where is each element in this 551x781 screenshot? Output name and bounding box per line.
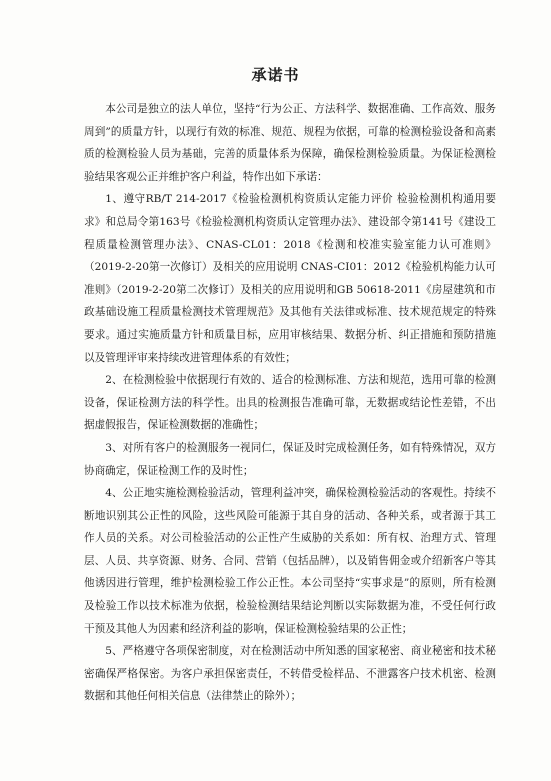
commitment-item-1: 1、遵守RB/T 214-2017《检验检测机构资质认定能力评价 检验检测机构通用要求》和总局令第163号《检验检测机构资质认定管理办法》、建设部令第141号《建设工程质量检测管理办法》、CNAS-CL01：2018《检测和校准实验室能力认可准则》（2019-2-20第一次修订）及相关的应用说明 CNAS-CI01：2012《检验机构能力认可准则》（2019-2-20第二次修订）及相关的应用说明和GB 50618-2011《房屋建筑和市政基础设施工程质量检测技术管理规范》及其他有关法律或标准、技术规范规定的特殊要求。通过实施质量方针和质量目标，应用审核结果、数据分析、纠正措施和预防措施以及管理评审来持续改进管理体系的有效性； xyxy=(84,193,496,364)
commitment-item-3: 3、对所有客户的检测服务一视同仁，保证及时完成检测任务，如有特殊情况，双方协商确定，保证检测工作的及时性； xyxy=(84,441,496,477)
commitment-item-5: 5、严格遵守各项保密制度，对在检测活动中所知悉的国家秘密、商业秘密和技术秘密确保严格保密。为客户承担保密责任，不转借受检样品、不泄露客户技术机密、检测数据和其他任何相关信息（法律禁止的除外）； xyxy=(84,645,496,703)
intro-paragraph: 本公司是独立的法人单位，坚持“行为公正、方法科学、数据准确、工作高效、服务周到”的质量方针，以现行有效的标准、规范、规程为依据，可靠的检测检验设备和高素质的检测检验人员为基础，完善的质量体系为保障，确保检测检验质量。为保证检测检验结果客观公正并维护客户利益，特作出如下承诺： xyxy=(84,103,496,183)
commitment-item-4: 4、公正地实施检测检验活动，管理利益冲突，确保检测检验活动的客观性。持续不断地识别其公正性的风险，这些风险可能源于其自身的活动、各种关系，或者源于其工作人员的关系。对公司检验活动的公正性产生威胁的关系如：所有权、治理方式、管理层、人员、共享资源、财务、合同、营销（包括品牌），以及销售佣金或介绍新客户等其他诱因进行管理，维护检测检验工作公正性。本公司坚持“实事求是”的原则，所有检测及检验工作以技术标准为依据，检验检测结果结论判断以实际数据为准，不受任何行政干预及其他人为因素和经济利益的影响，保证检测检验结果的公正性； xyxy=(84,487,496,635)
commitment-item-2: 2、在检测检验中依据现行有效的、适合的检测标准、方法和规范，选用可靠的检测设备，保证检测方法的科学性。出具的检测报告准确可靠，无数据或结论性差错，不出据虚假报告，保证检测数据的准确性； xyxy=(84,374,496,432)
document-title: 承诺书 xyxy=(251,66,300,84)
document-body xyxy=(84,98,496,708)
